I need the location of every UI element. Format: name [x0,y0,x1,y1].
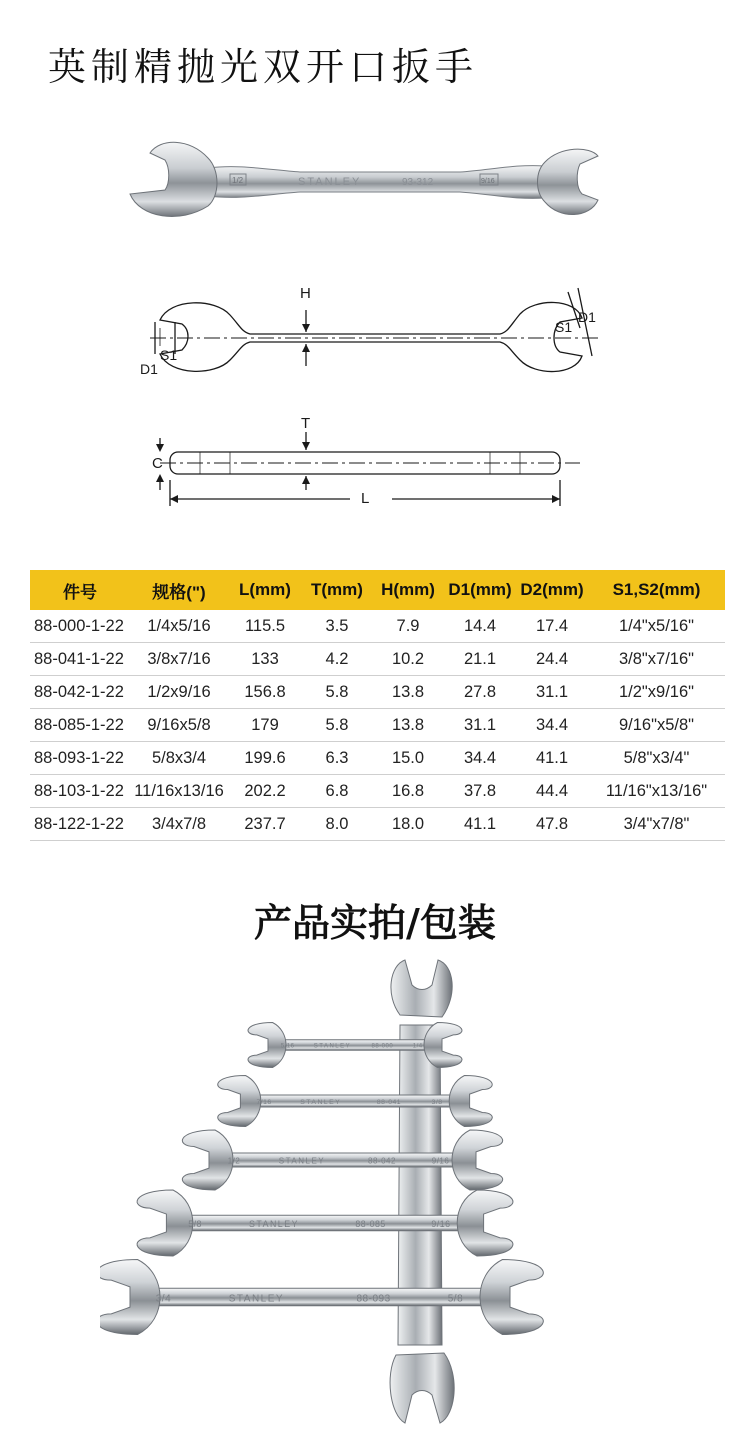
header-t: T(mm) [302,570,372,610]
table-cell: 3/8"x7/16" [588,643,725,676]
size-stamp-right: 9/16 [481,178,495,185]
table-cell: 7.9 [372,610,444,643]
size-stamp-left: 5/16 [280,1043,295,1050]
table-row [30,775,725,808]
table-cell: 11/16x13/16 [130,775,228,808]
spec-table [30,570,725,841]
table-cell: 41.1 [444,808,516,841]
table-cell: 5/8"x3/4" [588,742,725,775]
table-cell: 5/8x3/4 [130,742,228,775]
wrench-5 [100,1260,543,1335]
header-h: H(mm) [372,570,444,610]
size-stamp-right: 5/8 [447,1293,464,1305]
table-cell: 5.8 [302,676,372,709]
table-row [30,610,725,643]
label-c: C [152,455,163,472]
model-stamp: 88-041 [376,1098,402,1106]
table-cell: 14.4 [444,610,516,643]
table-cell: 3.5 [302,610,372,643]
table-cell: 9/16x5/8 [130,709,228,742]
brand-stamp: STANLEY [300,1098,342,1106]
table-row [30,808,725,841]
wrench-set-photo [100,955,660,1430]
table-cell: 24.4 [516,643,588,676]
size-stamp-right: 9/16 [431,1218,451,1229]
brand-stamp: STANLEY [298,176,362,188]
table-cell: 1/2x9/16 [130,676,228,709]
header-d2: D2(mm) [516,570,588,610]
table-cell: 156.8 [228,676,302,709]
brand-stamp: STANLEY [313,1043,352,1050]
table-cell: 199.6 [228,742,302,775]
table-cell: 17.4 [516,610,588,643]
table-cell: 21.1 [444,643,516,676]
header-l: L(mm) [228,570,302,610]
table-cell: 1/2"x9/16" [588,676,725,709]
table-cell: 4.2 [302,643,372,676]
brand-stamp: STANLEY [278,1156,326,1166]
table-cell: 88-103-1-22 [30,775,130,808]
model-stamp: 88-042 [368,1156,396,1166]
table-cell: 88-000-1-22 [30,610,130,643]
wrench-3 [182,1130,502,1190]
table-cell: 37.8 [444,775,516,808]
dimension-diagram [130,270,610,520]
table-cell: 3/4"x7/8" [588,808,725,841]
label-s1-right: S1 [555,319,573,335]
table-cell: 13.8 [372,676,444,709]
size-stamp-right: 9/16 [431,1156,450,1166]
table-row [30,709,725,742]
size-stamp-left: 1/2 [232,176,244,185]
table-cell: 44.4 [516,775,588,808]
table-cell: 6.8 [302,775,372,808]
wrench-photo-top [120,128,610,238]
size-stamp-left: 1/2 [227,1156,241,1166]
model-stamp: 88-085 [355,1218,386,1229]
table-cell: 34.4 [444,742,516,775]
table-cell: 133 [228,643,302,676]
label-d1-right: D1 [578,309,596,325]
table-row [30,676,725,709]
table-cell: 1/4"x5/16" [588,610,725,643]
table-cell: 9/16"x5/8" [588,709,725,742]
table-cell: 41.1 [516,742,588,775]
model-stamp: 93-312 [402,177,434,188]
table-cell: 115.5 [228,610,302,643]
table-cell: 8.0 [302,808,372,841]
size-stamp-right: 1/4 [412,1043,423,1050]
header-d1: D1(mm) [444,570,516,610]
table-cell: 11/16"x13/16" [588,775,725,808]
label-t: T [301,415,311,432]
brand-stamp: STANLEY [249,1218,299,1229]
table-cell: 5.8 [302,709,372,742]
table-cell: 15.0 [372,742,444,775]
table-cell: 237.7 [228,808,302,841]
table-cell: 6.3 [302,742,372,775]
label-s1-left: S1 [160,347,178,363]
table-cell: 3/8x7/16 [130,643,228,676]
table-cell: 88-093-1-22 [30,742,130,775]
label-d1-left: D1 [140,361,158,377]
table-cell: 1/4x5/16 [130,610,228,643]
table-cell: 88-042-1-22 [30,676,130,709]
wrench-4 [137,1190,513,1256]
brand-stamp: STANLEY [228,1293,285,1305]
table-cell: 27.8 [444,676,516,709]
wrench-1 [248,1023,462,1068]
table-cell: 88-122-1-22 [30,808,130,841]
size-stamp-right: 3/8 [431,1098,443,1106]
table-row [30,742,725,775]
table-cell: 18.0 [372,808,444,841]
table-row [30,643,725,676]
header-spec: 规格(") [130,570,228,610]
table-header-row [30,570,725,610]
table-cell: 13.8 [372,709,444,742]
table-cell: 3/4x7/8 [130,808,228,841]
table-body [30,610,725,841]
table-cell: 88-085-1-22 [30,709,130,742]
model-stamp: 88-000 [371,1043,394,1050]
table-cell: 179 [228,709,302,742]
header-s1s2: S1,S2(mm) [588,570,725,610]
table-cell: 202.2 [228,775,302,808]
table-cell: 10.2 [372,643,444,676]
header-part-no: 件号 [30,570,130,610]
page-title: 英制精抛光双开口扳手 [48,45,479,89]
table-cell: 88-041-1-22 [30,643,130,676]
table-cell: 34.4 [516,709,588,742]
wrench-2 [218,1076,492,1127]
size-stamp-left: 3/4 [155,1293,172,1305]
table-cell: 47.8 [516,808,588,841]
label-h: H [300,285,311,302]
wrench-top-view [160,302,582,371]
label-l: L [361,490,370,507]
table-cell: 31.1 [516,676,588,709]
size-stamp-left: 5/8 [188,1218,202,1229]
size-stamp-left: 7/16 [256,1098,272,1106]
section-subtitle: 产品实拍/包装 [254,901,496,945]
model-stamp: 88-093 [356,1293,391,1305]
table-cell: 16.8 [372,775,444,808]
table-cell: 31.1 [444,709,516,742]
